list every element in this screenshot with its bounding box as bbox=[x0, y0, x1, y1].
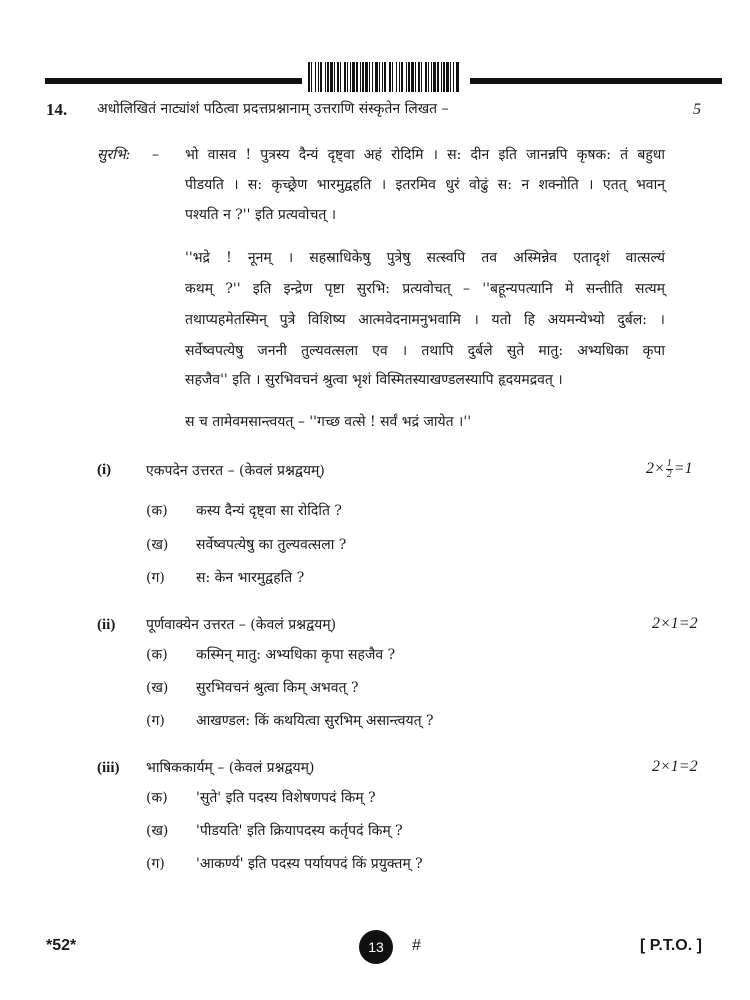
option-text: सुरभिवचनं श्रुत्वा किम् अभवत् ? bbox=[196, 680, 359, 696]
barcode-bar bbox=[389, 62, 391, 92]
barcode-bar bbox=[320, 62, 322, 92]
barcode-bar bbox=[456, 62, 459, 92]
section-iii-number: (iii) bbox=[97, 760, 120, 776]
option-label: (क) bbox=[146, 503, 168, 519]
barcode-bar bbox=[450, 62, 451, 92]
para1-line: पीडयति । स: कृच्छ्रेण भारमुद्वहति । इतरमिव धुरं वोढुं स: न शक्नोति । एतत् भवान् bbox=[185, 177, 665, 193]
barcode-bar bbox=[347, 62, 348, 92]
option-text: आखण्डल: किं कथयित्वा सुरभिम् असान्त्वयत् ? bbox=[196, 713, 434, 729]
barcode-bar bbox=[369, 62, 370, 92]
option-text: 'आकर्ण्य' इति पदस्य पर्यायपदं किं प्रयुक्तम् ? bbox=[196, 856, 423, 872]
option-label: (ख) bbox=[146, 823, 169, 839]
section-i-number: (i) bbox=[97, 462, 112, 478]
section-ii-marks: 2×1=2 bbox=[652, 615, 698, 632]
barcode-bar bbox=[384, 62, 386, 92]
barcode-bar bbox=[311, 62, 312, 92]
para2-line: कथम् ?'' इति इन्द्रेण पृष्टा सुरभि: प्रत्यवोचत् – ''बहून्यपत्यानि मे सन्तीति सत्यम् bbox=[185, 281, 665, 297]
speaker-dash: – bbox=[152, 147, 159, 163]
barcode-bar bbox=[379, 62, 380, 92]
section-iii-title: भाषिककार्यम् – (केवलं प्रश्नद्वयम्) bbox=[146, 760, 315, 776]
barcode-bar bbox=[360, 62, 361, 92]
barcode-bar bbox=[337, 62, 339, 92]
option-text: 'पीडयति' इति क्रियापदस्य कर्तृपदं किम् ? bbox=[196, 823, 403, 839]
option-text: कस्य दैन्यं दृष्ट्वा सा रोदिति ? bbox=[196, 503, 342, 519]
barcode-bar bbox=[431, 62, 432, 92]
barcode bbox=[308, 62, 460, 92]
option-label: (ग) bbox=[146, 713, 165, 729]
option-text: स: केन भारमुद्वहति ? bbox=[196, 570, 305, 586]
barcode-bar bbox=[428, 62, 429, 92]
footer-pto: [ P.T.O. ] bbox=[640, 937, 702, 954]
barcode-bar bbox=[340, 62, 341, 92]
footer-code: *52* bbox=[46, 937, 77, 954]
option-text: 'सुते' इति पदस्य विशेषणपदं किम् ? bbox=[196, 790, 376, 806]
footer-hash: # bbox=[412, 937, 421, 954]
barcode-bar bbox=[315, 62, 316, 92]
section-ii-title: पूर्णवाक्येन उत्तरत – (केवलं प्रश्नद्वयम्) bbox=[146, 617, 337, 633]
barcode-bar bbox=[350, 62, 351, 92]
option-label: (ग) bbox=[146, 570, 165, 586]
option-text: सर्वेष्वपत्येषु का तुल्यवत्सला ? bbox=[196, 537, 347, 553]
barcode-bar bbox=[421, 62, 422, 92]
barcode-bar bbox=[318, 62, 319, 92]
barcode-bar bbox=[443, 62, 445, 92]
section-i-title: एकपदेन उत्तरत – (केवलं प्रश्नद्वयम्) bbox=[146, 463, 325, 479]
barcode-bar bbox=[418, 62, 420, 92]
option-label: (क) bbox=[146, 790, 168, 806]
barcode-bar bbox=[425, 62, 427, 92]
passage-para3: स च तामेवमसान्त्वयत् – ''गच्छ वत्से ! सर्वं भद्रं जायेत ।'' bbox=[185, 414, 472, 430]
barcode-bar bbox=[344, 62, 346, 92]
barcode-bar bbox=[415, 62, 416, 92]
barcode-bar bbox=[392, 62, 393, 92]
barcode-bar bbox=[327, 62, 329, 92]
barcode-bar bbox=[406, 62, 407, 92]
barcode-bar bbox=[325, 62, 326, 92]
barcode-bar bbox=[356, 62, 358, 92]
question-marks: 5 bbox=[693, 101, 701, 118]
barcode-bar bbox=[408, 62, 410, 92]
barcode-bar bbox=[399, 62, 400, 92]
marks-prefix: 2× bbox=[646, 460, 665, 478]
question-number: 14. bbox=[46, 100, 68, 119]
barcode-bar bbox=[365, 62, 368, 92]
speaker-label: सुरभि: bbox=[97, 147, 131, 163]
option-label: (ख) bbox=[146, 680, 169, 696]
header-rule-right bbox=[470, 78, 722, 84]
barcode-bar bbox=[401, 62, 403, 92]
barcode-bar bbox=[362, 62, 364, 92]
barcode-bar bbox=[372, 62, 373, 92]
option-label: (क) bbox=[146, 647, 168, 663]
question-instruction: अधोलिखितं नाट्यांशं पठित्वा प्रदत्तप्रश्नानाम् उत्तराणि संस्कृतेन लिखत – bbox=[97, 101, 449, 117]
barcode-bar bbox=[453, 62, 454, 92]
barcode-bar bbox=[411, 62, 414, 92]
fraction-numerator: 1 bbox=[666, 458, 672, 469]
marks-suffix: =1 bbox=[673, 460, 693, 478]
para1-line: पश्यति न ?'' इति प्रत्यवोचत् । bbox=[185, 207, 337, 223]
option-text: कस्मिन् मातु: अभ्यधिका कृपा सहजैव ? bbox=[196, 647, 396, 663]
section-ii-number: (ii) bbox=[97, 617, 116, 633]
page-number: 13 bbox=[359, 930, 393, 964]
section-iii-marks: 2×1=2 bbox=[652, 758, 698, 775]
header-rule-left bbox=[45, 78, 302, 84]
barcode-bar bbox=[437, 62, 439, 92]
barcode-bar bbox=[352, 62, 355, 92]
barcode-bar bbox=[334, 62, 335, 92]
barcode-bar bbox=[446, 62, 449, 92]
option-label: (ख) bbox=[146, 537, 169, 553]
option-label: (ग) bbox=[146, 856, 165, 872]
barcode-bar bbox=[382, 62, 383, 92]
para1-line: भो वासव ! पुत्रस्य दैन्यं दृष्ट्वा अहं रोदिमि । स: दीन इति जानन्नपि कृषक: तं बहुधा bbox=[185, 147, 665, 163]
para2-line: ''भद्रे ! नूनम् । सहस्राधिकेषु पुत्रेषु सत्स्वपि तव अस्मिन्नेव एतादृशं वात्सल्यं bbox=[185, 250, 665, 266]
barcode-bar bbox=[433, 62, 436, 92]
barcode-bar bbox=[308, 62, 310, 92]
marks-fraction bbox=[666, 459, 673, 480]
fraction-denominator: 2 bbox=[666, 469, 672, 480]
barcode-bar bbox=[441, 62, 442, 92]
para2-line: तथाप्यहमेतस्मिन् पुत्रे विशिष्य आत्मवेदनामनुभवामि । यतो हि अयमन्येभ्यो दुर्बल: । bbox=[185, 312, 665, 328]
para2-line: सहजैव'' इति । सुरभिवचनं श्रुत्वा भृशं विस्मितस्याखण्डलस्यापि हृदयमद्रवत् । bbox=[185, 372, 563, 388]
para2-line: सर्वेष्वपत्येषु जननी तुल्यवत्सला एव । तथापि दुर्बले सुते मातु: अभ्यधिका कृपा bbox=[185, 343, 665, 359]
barcode-bar bbox=[375, 62, 378, 92]
barcode-bar bbox=[396, 62, 397, 92]
section-i-marks bbox=[646, 459, 693, 480]
barcode-bar bbox=[330, 62, 333, 92]
